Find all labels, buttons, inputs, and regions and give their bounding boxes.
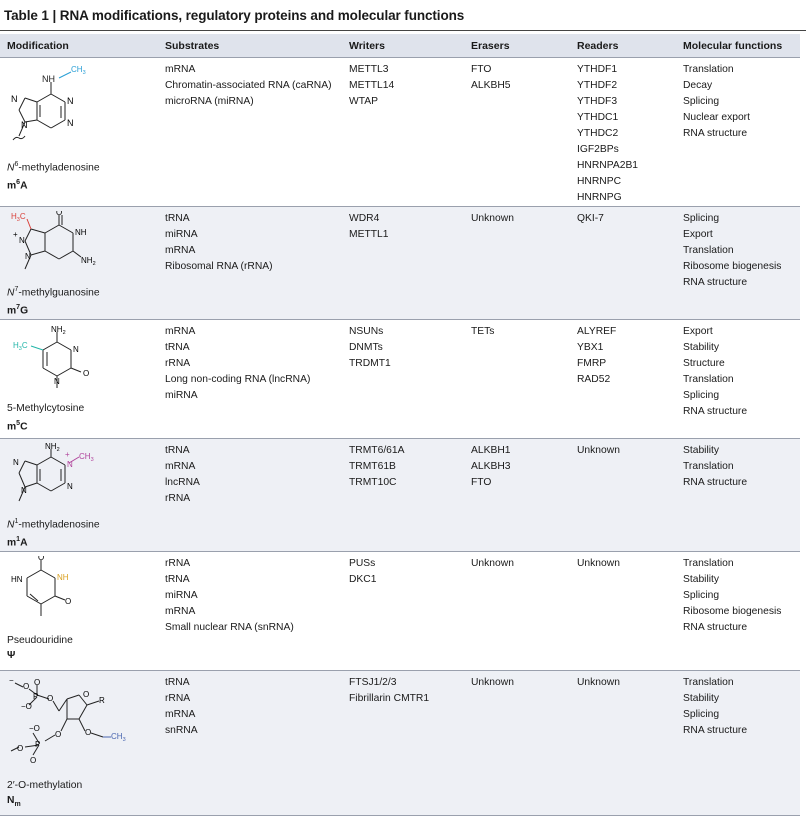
modification-name: $N^6$-methyladenosine	[7, 161, 100, 174]
table-row-m7g	[0, 207, 800, 320]
table-title: Table 1 | RNA modifications, regulatory proteins and molecular functions	[4, 8, 465, 23]
functions-cell: Translation Stability Splicing Ribosome biogenesis RNA structure	[683, 558, 782, 633]
writers-cell: METTL3 METTL14 WTAP	[349, 64, 395, 107]
svg-text:N: N	[13, 458, 19, 467]
svg-text:CH3: $CH_3$	[79, 452, 94, 463]
erasers-cell: FTO ALKBH5	[471, 64, 511, 91]
substrates-cell: mRNA tRNA rRNA Long non-coding RNA (lncRNA) miRNA	[165, 326, 311, 401]
substrates-cell: tRNA mRNA lncRNA rRNA	[158, 439, 342, 552]
svg-text:+: +	[13, 230, 18, 239]
title-rule	[0, 30, 806, 31]
svg-text:O: O	[83, 369, 90, 378]
header-readers: Readers	[570, 34, 676, 58]
header-writers: Writers	[342, 34, 464, 58]
header-row	[0, 34, 800, 58]
erasers-cell: ALKBH1 ALKBH3 FTO	[464, 439, 570, 552]
modification-name: Pseudouridine	[7, 635, 73, 646]
writers-cell: WDR4 METTL1	[342, 207, 464, 320]
svg-text:O: O	[83, 690, 90, 699]
svg-text:N: N	[67, 482, 73, 491]
svg-text:−O: −O	[29, 724, 40, 733]
modification-abbreviation: $N_m$	[7, 795, 21, 809]
modification-cell	[0, 439, 158, 552]
svg-text:N: N	[21, 120, 28, 130]
pseudouridine-structure-image	[7, 556, 117, 632]
svg-text:N: N	[54, 377, 60, 386]
erasers-cell: Unknown	[464, 207, 570, 320]
writers-cell: TRMT6/61A TRMT61B TRMT10C	[342, 439, 464, 552]
erasers-cell: Unknown	[464, 671, 570, 816]
readers-cell: Unknown	[570, 671, 676, 816]
modification-abbreviation: $m^1A$	[7, 536, 28, 549]
m7g-structure-image	[7, 211, 117, 281]
svg-text:O: O	[65, 597, 72, 606]
svg-text:+: +	[65, 450, 70, 459]
svg-text:CH3: $CH_3$	[111, 732, 126, 743]
svg-text:O: O	[17, 744, 24, 753]
modification-cell	[0, 207, 158, 320]
svg-text:N: N	[21, 486, 27, 495]
readers-cell: Unknown	[570, 439, 676, 552]
readers-cell: YTHDF1 YTHDF2 YTHDF3 YTHDC1 YTHDC2 IGF2BPs HNRNPA2B1 HNRNPC HNRNPG	[577, 64, 639, 203]
svg-text:O: O	[56, 211, 63, 217]
svg-text:O: O	[34, 678, 41, 687]
substrates-cell: mRNA Chromatin-associated RNA (caRNA) microRNA (miRNA)	[165, 64, 332, 107]
header-substrates: Substrates	[158, 34, 342, 58]
svg-text:O: O	[55, 730, 62, 739]
erasers-cell: TETs	[471, 326, 495, 337]
svg-text:O: O	[38, 556, 45, 562]
svg-text:N: N	[67, 118, 74, 128]
modification-abbreviation: $m^6A$	[7, 179, 28, 192]
functions-cell: Splicing Export Translation Ribosome biogenesis RNA structure	[676, 207, 800, 320]
table-row-pseudouridine	[0, 552, 800, 671]
readers-cell: Unknown	[577, 558, 620, 569]
svg-text:P: P	[35, 740, 41, 749]
modification-name: $N^1$-methyladenosine	[7, 518, 100, 531]
readers-cell: ALYREF YBX1 FMRP RAD52	[577, 326, 617, 385]
svg-text:O: O	[23, 682, 30, 691]
substrates-cell: rRNA tRNA miRNA mRNA Small nuclear RNA (snRNA)	[165, 558, 294, 633]
modification-cell	[0, 552, 158, 671]
writers-cell: FTSJ1/2/3 Fibrillarin CMTR1	[342, 671, 464, 816]
modification-cell	[0, 320, 158, 439]
functions-cell: Translation Stability Splicing RNA structure	[676, 671, 800, 816]
svg-text:NH2: $NH_2$	[45, 443, 60, 453]
functions-cell: Translation Decay Splicing Nuclear export RNA structure	[683, 64, 750, 139]
svg-text:NH2: $NH_2$	[81, 256, 96, 267]
writers-cell: NSUNs DNMTs TRDMT1	[349, 326, 391, 369]
svg-text:NH: NH	[75, 228, 87, 237]
nm-structure-image	[7, 675, 127, 777]
substrates-cell: tRNA rRNA mRNA snRNA	[158, 671, 342, 816]
table-row-m1a	[0, 439, 800, 552]
functions-cell: Export Stability Structure Translation Splicing RNA structure	[683, 326, 748, 417]
svg-text:H3C: $H_3C$	[11, 212, 26, 223]
svg-text:CH3: $CH_3$	[71, 65, 86, 76]
writers-cell: PUSs DKC1	[349, 558, 377, 585]
svg-text:N: N	[67, 96, 74, 106]
header-functions: Molecular functions	[676, 34, 800, 58]
modification-name: $N^7$-methylguanosine	[7, 286, 100, 299]
svg-text:N: N	[73, 345, 79, 354]
header-modification: Modification	[0, 34, 158, 58]
header-erasers: Erasers	[464, 34, 570, 58]
readers-cell: QKI-7	[570, 207, 676, 320]
table-row-m6a	[0, 58, 800, 207]
svg-text:P: P	[33, 692, 39, 701]
functions-cell: Stability Translation RNA structure	[676, 439, 800, 552]
svg-text:HN: HN	[11, 575, 23, 584]
table-row-m5c	[0, 320, 800, 439]
modification-abbreviation: $m^5C$	[7, 420, 28, 433]
svg-text:O: O	[47, 694, 54, 703]
erasers-cell: Unknown	[471, 558, 514, 569]
modifications-table	[0, 34, 800, 816]
svg-text:N: N	[11, 94, 18, 104]
svg-text:−: −	[9, 676, 14, 685]
modification-abbreviation: Ψ	[7, 650, 16, 661]
svg-text:NH: NH	[42, 74, 55, 84]
svg-text:NH: NH	[57, 573, 69, 582]
substrates-cell: tRNA miRNA mRNA Ribosomal RNA (rRNA)	[158, 207, 342, 320]
modification-cell	[0, 671, 158, 816]
svg-text:NH2: $NH_2$	[51, 325, 66, 336]
m5c-structure-image	[7, 324, 117, 400]
table-row-nm	[0, 671, 800, 816]
svg-text:O: O	[30, 756, 37, 765]
svg-text:N: N	[25, 252, 31, 261]
modification-cell	[0, 58, 158, 207]
svg-text:−O: −O	[21, 702, 32, 711]
m6a-structure-image	[7, 62, 117, 156]
modification-abbreviation: $m^7G$	[7, 304, 29, 317]
svg-text:N: N	[19, 236, 25, 245]
svg-text:H3C: $H_3C$	[13, 341, 28, 352]
modification-name: 5-Methylcytosine	[7, 403, 85, 414]
svg-text:N: N	[67, 460, 73, 469]
modification-name: 2′-O-methylation	[7, 780, 83, 791]
svg-text:R: R	[99, 696, 105, 705]
svg-text:O: O	[85, 728, 92, 737]
m1a-structure-image	[7, 443, 117, 513]
